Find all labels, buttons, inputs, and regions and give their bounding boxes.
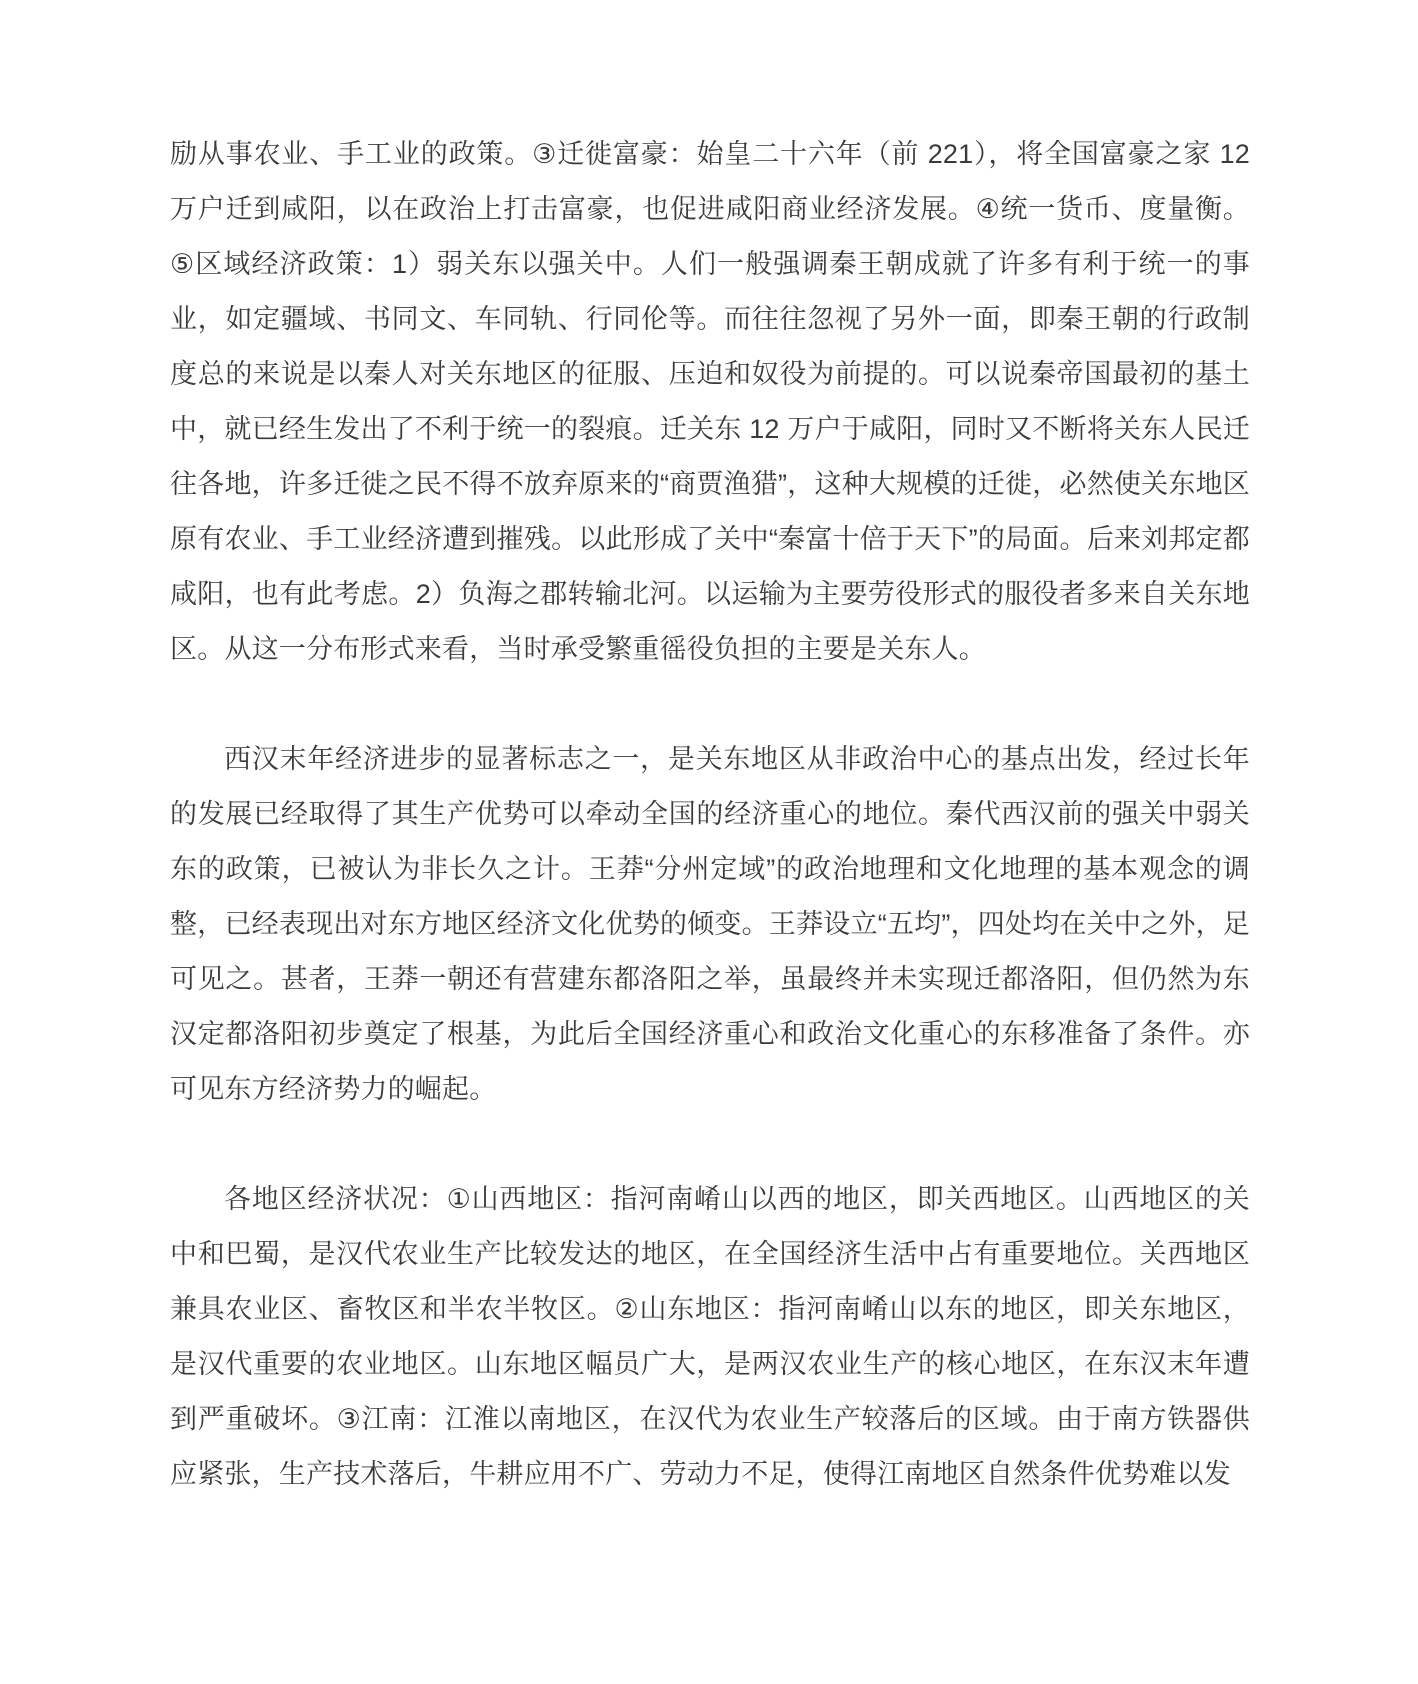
paragraph-qin-economic-policy: 励从事农业、手工业的政策。③迁徙富豪：始皇二十六年（前 221），将全国富豪之家 12 万户迁到咸阳，以在政治上打击富豪，也促进咸阳商业经济发展。④统一货币、度量衡。⑤区域经济政策：1）弱关东以强关中。人们一般强调秦王朝成就了许多有利于统一的事业，如定疆域、书同文、车同轨、行同伦等。而往往忽视了另外一面，即秦王朝的行政制度总的来说是以秦人对关东地区的征服、压迫和奴役为前提的。可以说秦帝国最初的基土中，就已经生发出了不利于统一的裂痕。迁关东 12 万户于咸阳，同时又不断将关东人民迁往各地，许多迁徙之民不得不放弃原来的“商贾渔猎”，这种大规模的迁徙，必然使关东地区原有农业、手工业经济遭到摧残。以此形成了关中“秦富十倍于天下”的局面。后来刘邦定都咸阳，也有此考虑。2）负海之郡转输北河。以运输为主要劳役形式的服役者多来自关东地区。从这一分布形式来看，当时承受繁重徭役负担的主要是关东人。 bbox=[170, 139, 1250, 664]
paragraph-western-han-economy: 西汉末年经济进步的显著标志之一，是关东地区从非政治中心的基点出发，经过长年的发展已经取得了其生产优势可以牵动全国的经济重心的地位。秦代西汉前的强关中弱关东的政策，已被认为非长久之计。王莽“分州定域”的政治地理和文化地理的基本观念的调整，已经表现出对东方地区经济文化优势的倾变。王莽设立“五均”，四处均在关中之外，足可见之。甚者，王莽一朝还有营建东都洛阳之举，虽最终并未实现迁都洛阳，但仍然为东汉定都洛阳初步奠定了根基，为此后全国经济重心和政治文化重心的东移准备了条件。亦可见东方经济势力的崛起。 bbox=[170, 744, 1250, 1104]
paragraph-regional-economies: 各地区经济状况：①山西地区：指河南崤山以西的地区，即关西地区。山西地区的关中和巴蜀，是汉代农业生产比较发达的地区，在全国经济生活中占有重要地位。关西地区兼具农业区、畜牧区和半农半牧区。②山东地区：指河南崤山以东的地区，即关东地区，是汉代重要的农业地区。山东地区幅员广大，是两汉农业生产的核心地区，在东汉末年遭到严重破坏。③江南：江淮以南地区，在汉代为农业生产较落后的区域。由于南方铁器供应紧张，生产技术落后，牛耕应用不广、劳动力不足，使得江南地区自然条件优势难以发 bbox=[170, 1184, 1250, 1489]
text-block bbox=[170, 127, 1250, 1502]
